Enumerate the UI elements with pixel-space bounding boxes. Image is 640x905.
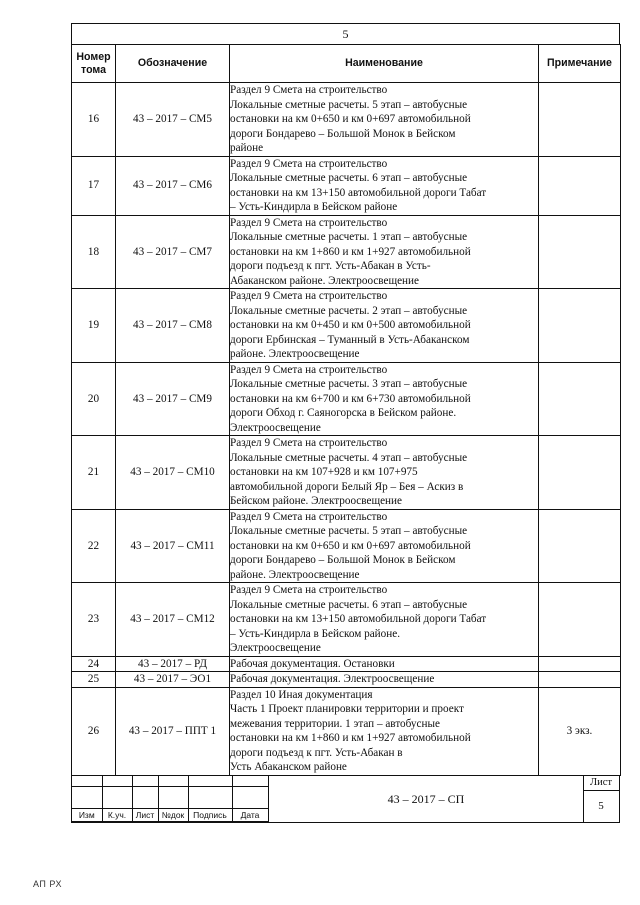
- title-block: [71, 776, 620, 823]
- name-line: дороги подъезд к пгт. Усть-Абакан в: [230, 746, 403, 759]
- name-line: Локальные сметные расчеты. 2 этап – автобусные: [230, 304, 468, 317]
- document-name: [230, 289, 539, 363]
- name-line: Раздел 9 Смета на строительство: [230, 437, 388, 449]
- name-line: Локальные сметные расчеты. 5 этап – автобусные: [230, 525, 468, 537]
- note: [539, 436, 621, 510]
- note: [539, 672, 621, 688]
- table-row: [72, 289, 621, 363]
- designation: 43 – 2017 – СМ8: [116, 289, 230, 363]
- note: [539, 215, 621, 289]
- label-sheet: Лист: [132, 808, 158, 821]
- document-name: [230, 672, 539, 688]
- name-line: остановки на км 107+928 и км 107+975: [230, 466, 418, 478]
- name-line: Локальные сметные расчеты. 5 этап – автобусные: [230, 98, 468, 111]
- name-line: Рабочая документация. Остановки: [230, 657, 395, 670]
- note: [539, 362, 621, 436]
- header-name: Наименование: [230, 45, 539, 83]
- volume-number: 16: [72, 83, 116, 157]
- label-count: К.уч.: [102, 808, 132, 821]
- document-name: [230, 436, 539, 510]
- document-sheet: [71, 23, 620, 823]
- designation: 43 – 2017 – СМ5: [116, 83, 230, 157]
- table-body: [72, 83, 621, 776]
- name-line: дороги Бондарево – Большой Монок в Бейском: [230, 127, 456, 140]
- name-line: Раздел 9 Смета на строительство: [230, 157, 388, 170]
- table-row: [72, 687, 621, 775]
- note: [539, 509, 621, 583]
- name-line: Раздел 9 Смета на строительство: [230, 363, 388, 376]
- name-line: Локальные сметные расчеты. 3 этап – автобусные: [230, 378, 468, 390]
- name-line: остановки на км 0+650 и км 0+697 автомобильной: [230, 113, 471, 125]
- designation: 43 – 2017 – СМ9: [116, 362, 230, 436]
- table-header-row: [72, 45, 621, 83]
- note: 3 экз.: [539, 687, 621, 775]
- label-signature: Подпись: [188, 808, 232, 821]
- page-number: 5: [71, 23, 620, 44]
- document-name: [230, 509, 539, 583]
- name-line: остановки на км 0+450 и км 0+500 автомобильной: [230, 319, 471, 331]
- document-name: [230, 656, 539, 672]
- name-line: Раздел 10 Иная документация: [230, 688, 373, 701]
- name-line: Бейском районе. Электроосвещение: [230, 495, 402, 507]
- name-line: районе. Электроосвещение: [230, 568, 360, 581]
- name-line: остановки на км 6+700 и км 6+730 автомобильной: [230, 392, 471, 405]
- name-line: Раздел 9 Смета на строительство: [230, 584, 388, 596]
- name-line: Раздел 9 Смета на строительство: [230, 510, 388, 523]
- name-line: Локальные сметные расчеты. 1 этап – автобусные: [230, 231, 468, 243]
- name-line: районе. Электроосвещение: [230, 348, 360, 360]
- name-line: районе: [230, 142, 264, 154]
- header-volume-number: Номер тома: [72, 45, 116, 83]
- designation: 43 – 2017 – РД: [116, 656, 230, 672]
- volume-number: 18: [72, 215, 116, 289]
- volume-number: 25: [72, 672, 116, 688]
- table-row: [72, 215, 621, 289]
- label-doc-number: №док: [158, 808, 188, 821]
- name-line: остановки на км 13+150 автомобильной дороги Табат: [230, 613, 487, 625]
- note: [539, 289, 621, 363]
- name-line: – Усть-Киндирла в Бейском районе.: [230, 627, 400, 640]
- name-line: дороги Бондарево – Большой Монок в Бейском: [230, 554, 456, 566]
- designation: 43 – 2017 – СМ7: [116, 215, 230, 289]
- note: [539, 83, 621, 157]
- table-row: [72, 509, 621, 583]
- designation: 43 – 2017 – СМ11: [116, 509, 230, 583]
- document-code: 43 – 2017 – СП: [268, 776, 584, 822]
- volume-number: 19: [72, 289, 116, 363]
- name-line: – Усть-Киндирла в Бейском районе: [230, 201, 398, 213]
- name-line: остановки на км 0+650 и км 0+697 автомобильной: [230, 539, 471, 552]
- name-line: Усть Абаканском районе: [230, 761, 347, 773]
- name-line: Раздел 9 Смета на строительство: [230, 290, 388, 302]
- name-line: Раздел 9 Смета на строительство: [230, 216, 388, 229]
- name-line: дороги подъезд к пгт. Усть-Абакан в Усть-: [230, 260, 431, 272]
- name-line: Локальные сметные расчеты. 6 этап – автобусные: [230, 172, 468, 184]
- designation: 43 – 2017 – СМ12: [116, 583, 230, 657]
- designation: 43 – 2017 – СМ6: [116, 156, 230, 215]
- sheet-label: Лист: [583, 776, 619, 791]
- name-line: дороги Ербинская – Туманный в Усть-Абаканском: [230, 333, 470, 346]
- name-line: остановки на км 13+150 автомобильной дороги Табат: [230, 186, 487, 199]
- volume-number: 26: [72, 687, 116, 775]
- note: [539, 156, 621, 215]
- name-line: Раздел 9 Смета на строительство: [230, 84, 388, 96]
- table-row: [72, 672, 621, 688]
- name-line: остановки на км 1+860 и км 1+927 автомобильной: [230, 245, 471, 258]
- name-line: Локальные сметные расчеты. 6 этап – автобусные: [230, 598, 468, 611]
- volume-number: 21: [72, 436, 116, 510]
- designation: 43 – 2017 – СМ10: [116, 436, 230, 510]
- header-designation: Обозначение: [116, 45, 230, 83]
- table-row: [72, 583, 621, 657]
- designation: 43 – 2017 – ЭО1: [116, 672, 230, 688]
- name-line: Рабочая документация. Электроосвещение: [230, 673, 435, 685]
- label-change: Изм: [72, 808, 102, 821]
- document-name: [230, 215, 539, 289]
- note: [539, 583, 621, 657]
- document-name: [230, 156, 539, 215]
- footer-mark: АП РХ: [33, 879, 62, 889]
- name-line: межевания территории. 1 этап – автобусные: [230, 717, 440, 730]
- revision-grid: [72, 776, 268, 822]
- document-name: [230, 687, 539, 775]
- name-line: Локальные сметные расчеты. 4 этап – автобусные: [230, 451, 468, 464]
- name-line: Часть 1 Проект планировки территории и проект: [230, 703, 464, 715]
- document-name: [230, 83, 539, 157]
- volume-number: 24: [72, 656, 116, 672]
- name-line: дороги Обход г. Саяногорска в Бейском районе.: [230, 407, 457, 419]
- designation: 43 – 2017 – ППТ 1: [116, 687, 230, 775]
- sheet-number: 5: [598, 799, 604, 812]
- volume-number: 20: [72, 362, 116, 436]
- table-row: [72, 156, 621, 215]
- document-name: [230, 362, 539, 436]
- table-row: [72, 436, 621, 510]
- name-line: автомобильной дороги Белый Яр – Бея – Аскиз в: [230, 480, 464, 493]
- table-row: [72, 83, 621, 157]
- note: [539, 656, 621, 672]
- header-note: Примечание: [539, 45, 621, 83]
- volume-number: 17: [72, 156, 116, 215]
- contents-table: [71, 44, 621, 776]
- volume-number: 22: [72, 509, 116, 583]
- label-date: Дата: [232, 808, 268, 821]
- name-line: Электроосвещение: [230, 421, 321, 434]
- document-name: [230, 583, 539, 657]
- table-row: [72, 362, 621, 436]
- name-line: Абаканском районе. Электроосвещение: [230, 274, 419, 287]
- volume-number: 23: [72, 583, 116, 657]
- table-row: [72, 656, 621, 672]
- revision-labels-row: [72, 808, 268, 821]
- name-line: остановки на км 1+860 и км 1+927 автомобильной: [230, 732, 471, 744]
- name-line: Электроосвещение: [230, 642, 321, 654]
